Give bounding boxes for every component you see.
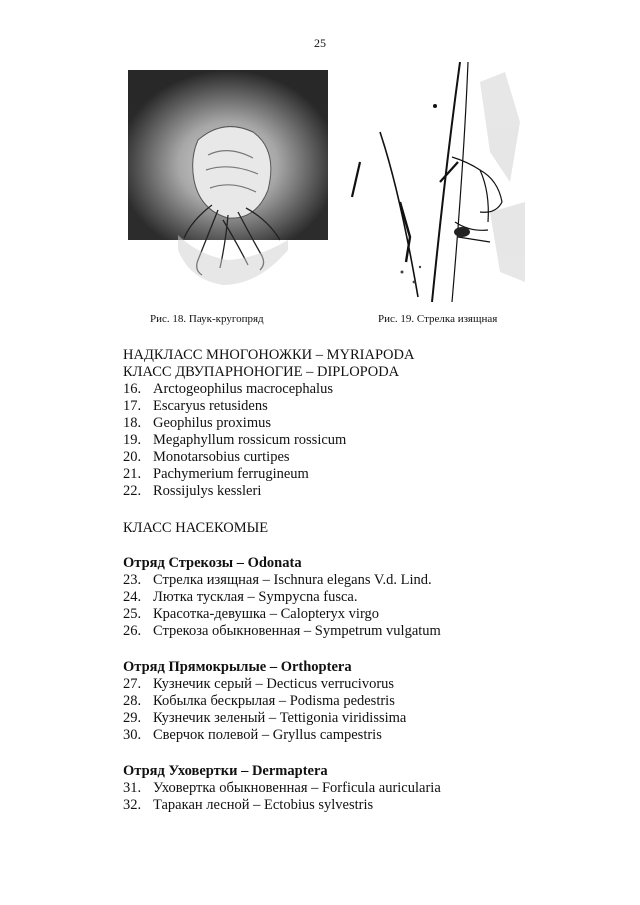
- item-number: 32.: [123, 797, 142, 813]
- item-text: Escaryus retusidens: [153, 398, 268, 414]
- item-number: 28.: [123, 693, 142, 709]
- order-title: Отряд Стрекозы – Odonata: [123, 555, 302, 571]
- order-title: Отряд Уховертки – Dermaptera: [123, 763, 328, 779]
- item-text: Уховертка обыкновенная – Forficula auricularia: [153, 780, 441, 796]
- item-text: Сверчок полевой – Gryllus campestris: [153, 727, 382, 743]
- item-text: Красотка-девушка – Calopteryx virgo: [153, 606, 380, 622]
- item-text: Кузнечик зеленый – Tettigonia viridissima: [153, 710, 407, 726]
- odonata-section: [123, 555, 441, 640]
- item-text: Rossijulys kessleri: [153, 483, 262, 499]
- item-number: 18.: [123, 415, 142, 431]
- list-item: [123, 710, 406, 727]
- list-item: [123, 398, 414, 415]
- superclass-heading: НАДКЛАСС МНОГОНОЖКИ – MYRIAPODA: [123, 347, 415, 363]
- list-item: [123, 780, 441, 797]
- item-number: 20.: [123, 449, 142, 465]
- list-item: [123, 589, 441, 606]
- dermaptera-section: [123, 763, 441, 814]
- list-item: [123, 797, 441, 814]
- figure-18-caption: Рис. 18. Паук-кругопряд: [150, 313, 264, 325]
- list-item: [123, 483, 414, 500]
- list-item: [123, 381, 414, 398]
- item-number: 24.: [123, 589, 142, 605]
- item-text: Arctogeophilus macrocephalus: [153, 381, 333, 397]
- class-heading: КЛАСС ДВУПАРНОНОГИЕ – DIPLOPODA: [123, 364, 400, 380]
- figure-19-caption: Рис. 19. Стрелка изящная: [378, 313, 498, 325]
- item-number: 26.: [123, 623, 142, 639]
- item-text: Стрелка изящная – Ischnura elegans V.d. Lind.: [153, 572, 432, 588]
- item-number: 21.: [123, 466, 142, 482]
- item-text: Лютка тусклая – Sympycna fusca.: [153, 589, 358, 605]
- list-item: [123, 432, 414, 449]
- page-number: 25: [314, 36, 326, 50]
- item-text: Кузнечик серый – Decticus verrucivorus: [153, 676, 395, 692]
- list-item: [123, 606, 441, 623]
- orthoptera-section: [123, 659, 406, 744]
- myriapoda-section: [123, 347, 414, 500]
- list-item: [123, 727, 406, 744]
- order-title: Отряд Прямокрылые – Orthoptera: [123, 659, 352, 675]
- item-text: Monotarsobius curtipes: [153, 449, 290, 465]
- list-item: [123, 676, 406, 693]
- item-number: 19.: [123, 432, 142, 448]
- list-item: [123, 466, 414, 483]
- item-number: 31.: [123, 780, 142, 796]
- item-number: 29.: [123, 710, 142, 726]
- item-text: Кобылка бескрылая – Podisma pedestris: [153, 693, 395, 709]
- item-number: 16.: [123, 381, 142, 397]
- spider-photo: [128, 70, 328, 295]
- item-text: Megaphyllum rossicum rossicum: [153, 432, 347, 448]
- item-text: Geophilus proximus: [153, 415, 272, 431]
- insecta-section: [123, 520, 268, 537]
- damselfly-photo: [340, 62, 530, 302]
- item-text: Pachymerium ferrugineum: [153, 466, 309, 482]
- item-text: Таракан лесной – Ectobius sylvestris: [153, 797, 374, 813]
- item-text: Стрекоза обыкновенная – Sympetrum vulgatum: [153, 623, 441, 639]
- list-item: [123, 623, 441, 640]
- list-item: [123, 449, 414, 466]
- list-item: [123, 693, 406, 710]
- item-number: 27.: [123, 676, 142, 692]
- item-number: 30.: [123, 727, 142, 743]
- list-item: [123, 572, 441, 589]
- item-number: 17.: [123, 398, 142, 414]
- list-item: [123, 415, 414, 432]
- item-number: 23.: [123, 572, 142, 588]
- insecta-class-heading: КЛАСС НАСЕКОМЫЕ: [123, 520, 269, 536]
- item-number: 22.: [123, 483, 142, 499]
- item-number: 25.: [123, 606, 142, 622]
